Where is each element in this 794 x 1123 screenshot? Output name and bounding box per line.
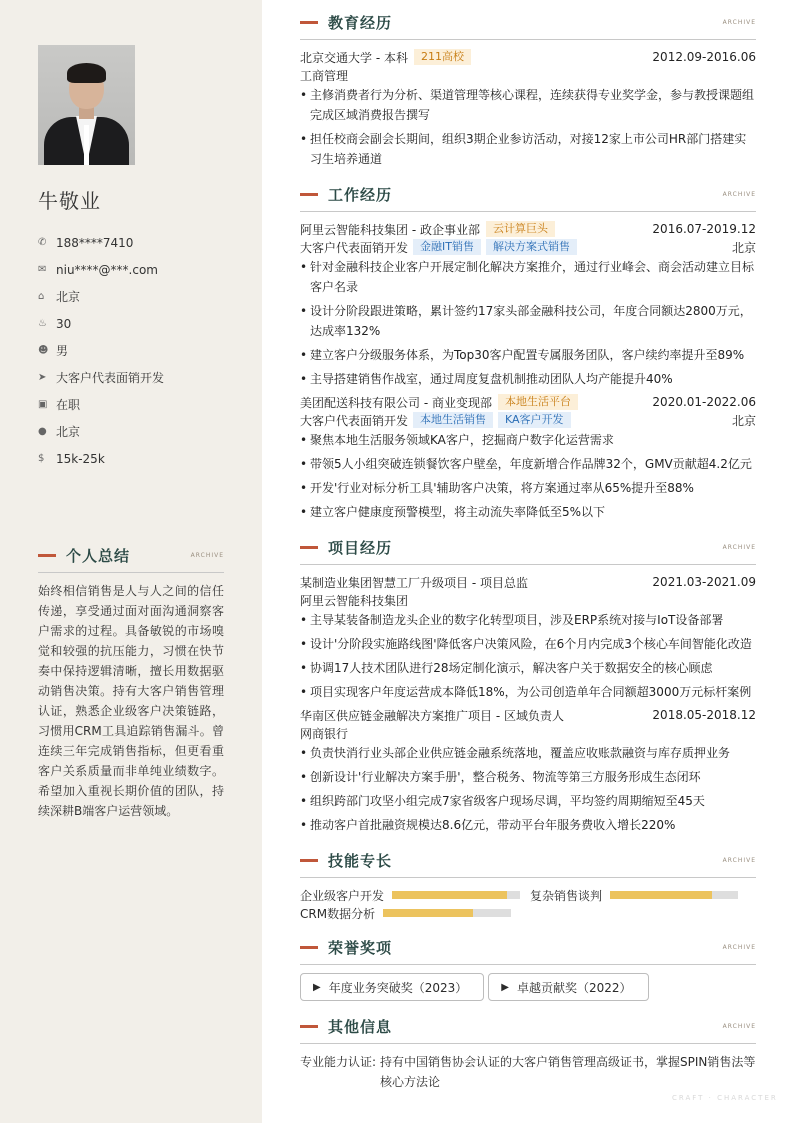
section-title: 荣誉奖项 [328,938,393,957]
other-section [300,1015,756,1092]
contact-info-row [38,391,238,418]
play-icon: ▶ [501,981,509,993]
skill-item [300,904,511,922]
contact-info-row [38,283,238,310]
section-title: 其他信息 [328,1017,393,1036]
list-item: • 建立客户健康度预警模型，将主动流失率降低至5%以下 [300,502,756,522]
company-name: 阿里云智能科技集团 - 政企事业部 [300,222,480,237]
contact-info-text: 北京 [56,425,81,439]
list-item: • 开发'行业对标分析工具'辅助客户决策，将方案通过率从65%提升至88% [300,478,756,498]
education-section [300,11,756,169]
list-item: • 担任校商会副会长期间，组织3期企业参访活动，对接12家上市公司HR部门搭建实习生培养通道 [300,129,756,169]
company-badge: 本地生活平台 [498,394,578,410]
list-item: • 负责快消行业头部企业供应链金融系统落地，覆盖应收账款融资与库存质押业务 [300,743,756,763]
award-list [300,973,756,1001]
archive-tag: ARCHIVE [722,543,756,551]
school-badge: 211高校 [414,49,471,65]
section-title: 教育经历 [328,13,393,32]
list-item: • 针对金融科技企业客户开展定制化解决方案推介，通过行业峰会、商会活动建立目标客户名录 [300,257,756,297]
work-section [300,183,756,522]
archive-tag: ARCHIVE [722,1022,756,1030]
salary-icon: $ [38,453,45,464]
award-label: 卓越贡献奖（2022） [516,980,632,995]
section-accent [300,946,318,949]
mail-icon: ✉ [38,264,47,275]
sidebar [0,0,262,1123]
profile-photo [38,45,135,165]
skill-name: 企业级客户开发 [300,888,385,903]
contact-info-row [38,310,238,337]
award-item[interactable] [488,973,648,1001]
briefcase-icon: ▣ [38,399,48,410]
archive-tag: ARCHIVE [722,943,756,951]
project-name: 某制造业集团智慧工厂升级项目 - 项目总监 [300,575,528,590]
section-title: 个人总结 [66,546,131,565]
skill-level-bar [383,909,511,917]
list-item: • 协调17人技术团队进行28场定制化演示，解决客户关于数据安全的核心顾虑 [300,658,756,678]
project-period: 2021.03-2021.09 [652,575,756,589]
home-icon: ⌂ [38,291,45,302]
watermark: CRAFT · CHARACTER [672,1094,778,1102]
contact-info-text: 北京 [56,290,81,304]
skill-item [530,886,738,904]
list-item: • 设计'分阶段实施路线图'降低客户决策风险，在6个月内完成3个核心车间智能化改造 [300,634,756,654]
list-item: • 创新设计'行业解决方案手册'，整合税务、物流等第三方服务形成生态闭环 [300,767,756,787]
section-accent [300,546,318,549]
skill-level-bar [610,891,738,899]
skill-name: 复杂销售谈判 [530,888,603,903]
certification-label: 专业能力认证: [300,1055,377,1069]
send-icon: ➤ [38,372,47,383]
certification-value: 持有中国销售协会认证的大客户销售管理高级证书，掌握SPIN销售法等核心方法论 [380,1055,756,1089]
list-item: • 聚焦本地生活服务领域KA客户，挖掘商户数字化运营需求 [300,430,756,450]
list-item: • 带领5人小组突破连锁餐饮客户壁垒，年度新增合作品牌32个，GMV贡献超4.2亿元 [300,454,756,474]
section-accent [300,1025,318,1028]
list-item: • 主修消费者行为分析、渠道管理等核心课程，连续获得专业奖学金，参与教授课题组完成区域消费报告撰写 [300,85,756,125]
certification-row [300,1052,756,1092]
contact-info-row [38,256,238,283]
project-period: 2018.05-2018.12 [652,708,756,722]
location-icon: ● [38,426,47,437]
cake-icon: ♨ [38,318,47,329]
education-bullets [300,85,756,169]
skill-level-bar [392,891,520,899]
contact-info-text: 男 [56,344,69,358]
award-label: 年度业务突破奖（2023） [328,980,468,995]
projects-section [300,536,756,835]
project-org: 阿里云智能科技集团 [300,593,409,608]
contact-info-text: 15k-25k [56,451,105,466]
contact-info-text: 30 [56,316,72,331]
job-tag: 解决方案式销售 [486,239,577,255]
section-title: 工作经历 [328,185,393,204]
contact-info-row [38,364,238,391]
gender-icon: ☻ [38,345,49,356]
section-accent [300,21,318,24]
school-name: 北京交通大学 - 本科 [300,50,408,65]
summary-section [38,544,224,821]
phone-icon: ✆ [38,237,47,248]
job-tag: KA客户开发 [498,412,571,428]
archive-tag: ARCHIVE [722,856,756,864]
list-item: • 组织跨部门攻坚小组完成7家省级客户现场尽调，平均签约周期缩短至45天 [300,791,756,811]
section-accent [38,554,56,557]
archive-tag: ARCHIVE [722,190,756,198]
job-city: 北京 [731,413,756,428]
job-tag: 金融IT销售 [413,239,481,255]
list-item: • 主导搭建销售作战室，通过周度复盘机制推动团队人均产能提升40% [300,369,756,389]
main-content [300,11,756,1106]
job-tag: 本地生活销售 [413,412,493,428]
job-role: 大客户代表面销开发 [300,240,409,255]
archive-tag: ARCHIVE [190,551,224,559]
job-bullets [300,430,756,522]
job-entry [300,393,756,522]
contact-info-row [38,445,238,472]
candidate-name: 牛敬业 [38,189,101,213]
archive-tag: ARCHIVE [722,18,756,26]
company-name: 美团配送科技有限公司 - 商业变现部 [300,395,492,410]
project-name: 华南区供应链金融解决方案推广项目 - 区域负责人 [300,708,564,723]
project-org: 网商银行 [300,726,349,741]
contact-info-row [38,229,238,256]
section-accent [300,859,318,862]
project-bullets [300,610,756,702]
job-city: 北京 [731,240,756,255]
job-period: 2020.01-2022.06 [652,395,756,409]
skill-list [300,886,756,922]
section-accent [300,193,318,196]
award-item[interactable] [300,973,484,1001]
section-title: 技能专长 [328,851,393,870]
project-entry [300,573,756,702]
skill-name: CRM数据分析 [300,906,376,921]
contact-info-text: 大客户代表面销开发 [56,371,165,385]
major: 工商管理 [300,68,349,83]
section-title: 项目经历 [328,538,393,557]
play-icon: ▶ [313,981,321,993]
skills-section [300,849,756,922]
contact-info-text: 188****7410 [56,235,134,250]
job-entry [300,220,756,389]
contact-info-text: niu****@***.com [56,262,158,277]
contact-info-row [38,337,238,364]
list-item: • 主导某装备制造龙头企业的数字化转型项目，涉及ERP系统对接与IoT设备部署 [300,610,756,630]
contact-info-list [38,229,238,472]
skill-item [300,886,520,904]
job-bullets [300,257,756,389]
education-period: 2012.09-2016.06 [652,50,756,64]
project-bullets [300,743,756,835]
list-item: • 设计分阶段跟进策略，累计签约17家头部金融科技公司，年度合同额达2800万元，达成率132% [300,301,756,341]
job-role: 大客户代表面销开发 [300,413,409,428]
contact-info-row [38,418,238,445]
list-item: • 项目实现客户年度运营成本降低18%，为公司创造单年合同额超3000万元标杆案例 [300,682,756,702]
list-item: • 建立客户分级服务体系，为Top30客户配置专属服务团队，客户续约率提升至89% [300,345,756,365]
project-entry [300,706,756,835]
summary-text: 始终相信销售是人与人之间的信任传递，享受通过面对面沟通洞察客户需求的过程。具备敏锐的市场嗅觉和较强的抗压能力，习惯在快节奏中保持逻辑清晰，擅长用数据驱动销售决策。持有大客户销售管理认证，熟悉企业级客户决策链路，习惯用CRM工具追踪销售漏斗。曾连续三年完成销售指标，但更看重客户关系质量而非单纯业绩数字。希望加入重视长期价值的团队，持续深耕B端客户运营领域。 [38,584,224,818]
company-badge: 云计算巨头 [486,221,555,237]
awards-section [300,936,756,1001]
contact-info-text: 在职 [56,398,81,412]
job-period: 2016.07-2019.12 [652,222,756,236]
list-item: • 推动客户首批融资规模达8.6亿元，带动平台年服务费收入增长220% [300,815,756,835]
